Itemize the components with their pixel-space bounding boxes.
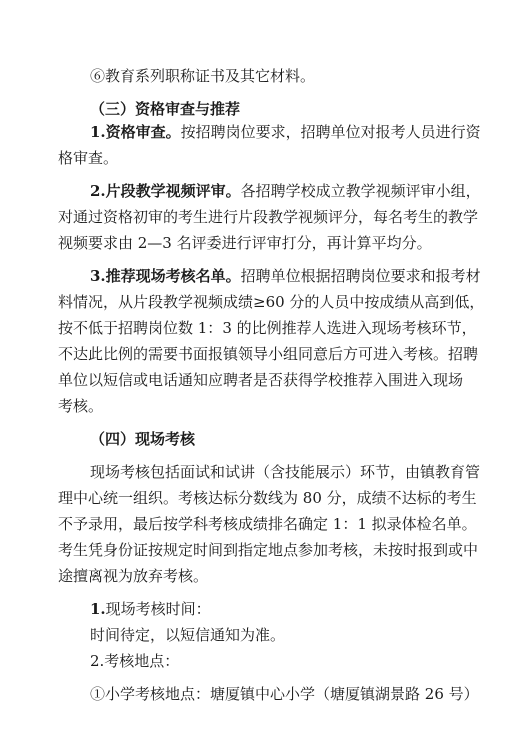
paragraph-line: 对通过资格初审的考生进行片段教学视频评分，每名考生的教学 (58, 208, 479, 226)
paragraph-line: 按不低于招聘岗位数 1：3 的比例推荐人选进入现场考核环节， (58, 319, 477, 337)
assessment-time-value: 时间待定，以短信通知为准。 (90, 626, 286, 644)
paragraph-line: 单位以短信或电话通知应聘者是否获得学校推荐入围进入现场 (58, 371, 464, 389)
paragraph-line: 不达此比例的需要书面报镇领导小组同意后方可进入考核。招聘 (58, 345, 479, 363)
section-heading-3: （三）资格审查与推荐 (90, 100, 241, 118)
paragraph-recommend-list (90, 266, 481, 286)
paragraph-line: 不予录用，最后按学科考核成绩排名确定 1：1 拟录体检名单。 (58, 515, 477, 533)
paragraph-text: 按招聘岗位要求，招聘单位对报考人员进行资 (180, 123, 481, 141)
paragraph-line: 考生凭身份证按规定时间到指定地点参加考核，未按时报到或中 (58, 541, 479, 559)
paragraph-text: 招聘单位根据招聘岗位要求和报考材 (240, 267, 481, 285)
list-item-1: ①小学考核地点：塘厦镇中心小学（塘厦镇湖景路 26 号） (90, 685, 479, 703)
paragraph-video-review (90, 181, 481, 201)
paragraph-line: 视频要求由 2—3 名评委进行评审打分，再计算平均分。 (58, 234, 432, 252)
paragraph-lead: 1.资格审查。 (90, 123, 181, 141)
paragraph-line: 理中心统一组织。考核达标分数线为 80 分，成绩不达标的考生 (58, 489, 477, 507)
paragraph-line: 途擅离视为放弃考核。 (58, 567, 209, 585)
paragraph-line: 料情况，从片段教学视频成绩≥60 分的人员中按成绩从高到低， (58, 293, 485, 311)
paragraph-text: 各招聘学校成立教学视频评审小组， (240, 182, 481, 200)
list-item-6: ⑥教育系列职称证书及其它材料。 (90, 67, 316, 85)
paragraph-text: 现场考核时间： (105, 600, 211, 618)
paragraph-lead: 1. (90, 600, 106, 618)
paragraph-lead: 3.推荐现场考核名单。 (90, 267, 241, 285)
paragraph-onsite-assessment: 现场考核包括面试和试讲（含技能展示）环节，由镇教育管 (90, 463, 481, 481)
paragraph-qualification-review (90, 122, 481, 142)
paragraph-lead: 2.片段教学视频评审。 (90, 182, 241, 200)
paragraph-line: 格审查。 (58, 149, 119, 167)
paragraph-line: 考核。 (58, 397, 104, 415)
assessment-time-label (90, 599, 211, 619)
assessment-location-label: 2.考核地点： (90, 652, 180, 670)
section-heading-4: （四）现场考核 (90, 430, 196, 448)
